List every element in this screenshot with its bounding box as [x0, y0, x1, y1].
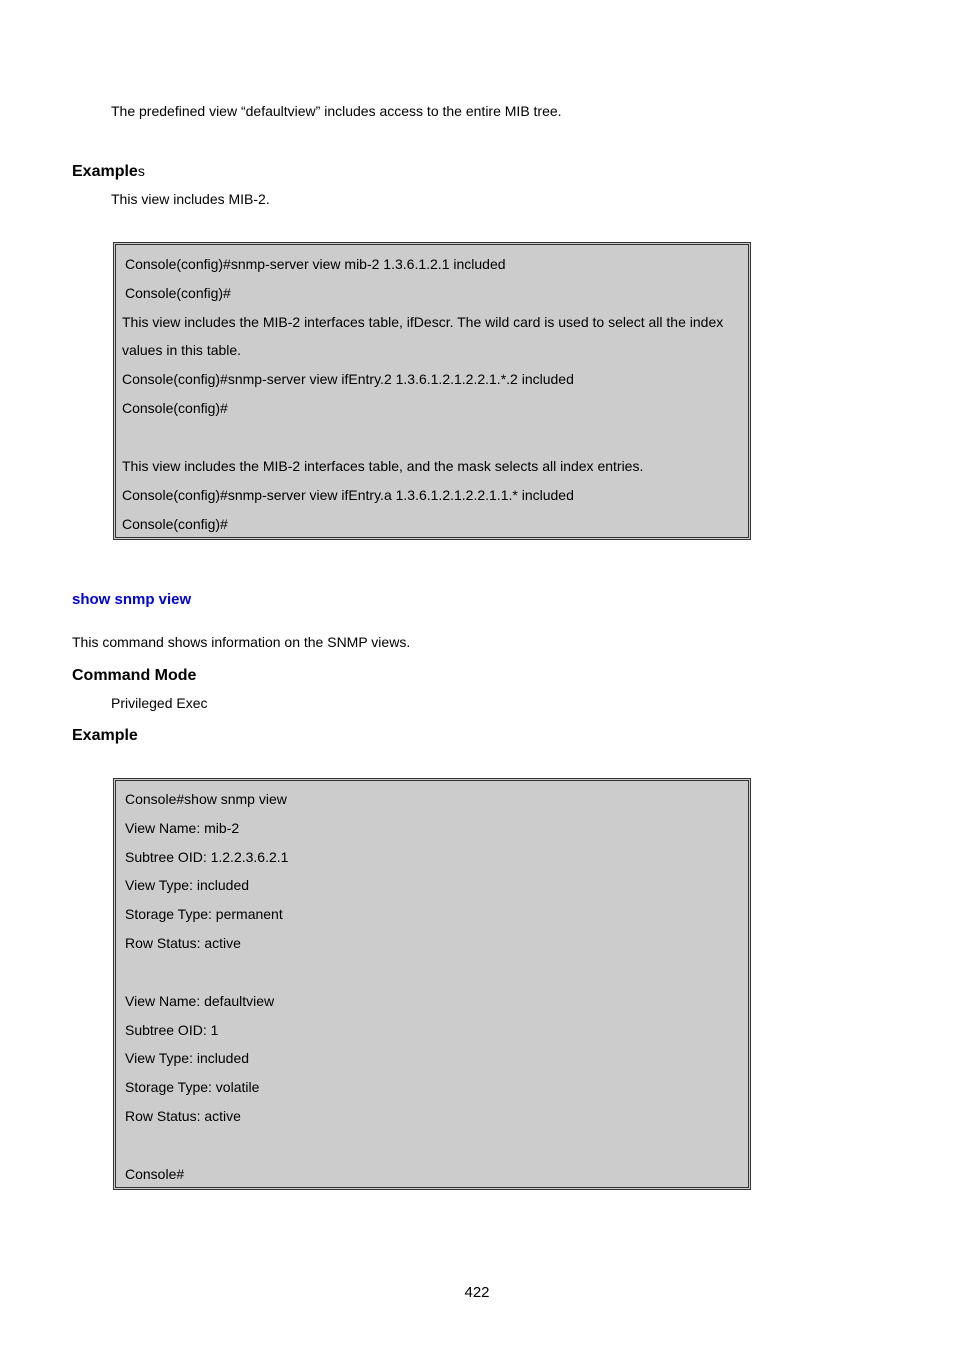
examples-heading-tail: s — [137, 163, 145, 179]
code-line: Console# — [125, 1166, 185, 1182]
code-line: This view includes the MIB-2 interfaces table, and the mask selects all index entries. — [122, 458, 644, 474]
code-line: Storage Type: permanent — [125, 906, 283, 922]
code-line: Console(config)#snmp-server view ifEntry.2 1.3.6.1.2.1.2.2.1.*.2 included — [122, 371, 574, 387]
page-number: 422 — [464, 1284, 490, 1301]
code-line: Row Status: active — [125, 1108, 241, 1124]
code-line: This view includes the MIB-2 interfaces table, ifDescr. The wild card is used to select all the index — [122, 314, 724, 330]
code-line: Console#show snmp view — [125, 791, 287, 807]
code-line: Console(config)# — [122, 400, 228, 416]
examples-description: This view includes MIB-2. — [111, 191, 270, 207]
code-line: View Type: included — [125, 877, 250, 893]
code-block-show-snmp-view — [113, 778, 751, 1190]
code-line: Subtree OID: 1 — [125, 1022, 219, 1038]
code-line: View Type: included — [125, 1050, 250, 1066]
code-block-snmp-server-view — [113, 242, 751, 540]
code-line: Console(config)# — [125, 285, 231, 301]
code-line: View Name: mib-2 — [125, 820, 240, 836]
example-heading: Example — [72, 727, 138, 744]
code-line: Subtree OID: 1.2.2.3.6.2.1 — [125, 849, 289, 865]
code-line: Console(config)# — [122, 516, 228, 532]
code-line: View Name: defaultview — [125, 993, 275, 1009]
code-line: Console(config)#snmp-server view ifEntry.a 1.3.6.1.2.1.2.2.1.1.* included — [122, 487, 574, 503]
command-title-link[interactable]: show snmp view — [72, 591, 192, 608]
code-line: values in this table. — [122, 342, 242, 358]
command-mode-value: Privileged Exec — [111, 695, 208, 711]
code-line: Row Status: active — [125, 935, 241, 951]
command-description: This command shows information on the SNMP views. — [72, 634, 411, 650]
command-mode-heading: Command Mode — [72, 667, 197, 684]
code-line: Console(config)#snmp-server view mib-2 1.3.6.1.2.1 included — [125, 256, 506, 272]
examples-heading — [72, 162, 145, 181]
examples-heading-bold: Example — [72, 163, 138, 180]
intro-paragraph: The predefined view “defaultview” includes access to the entire MIB tree. — [111, 103, 562, 119]
code-line: Storage Type: volatile — [125, 1079, 260, 1095]
